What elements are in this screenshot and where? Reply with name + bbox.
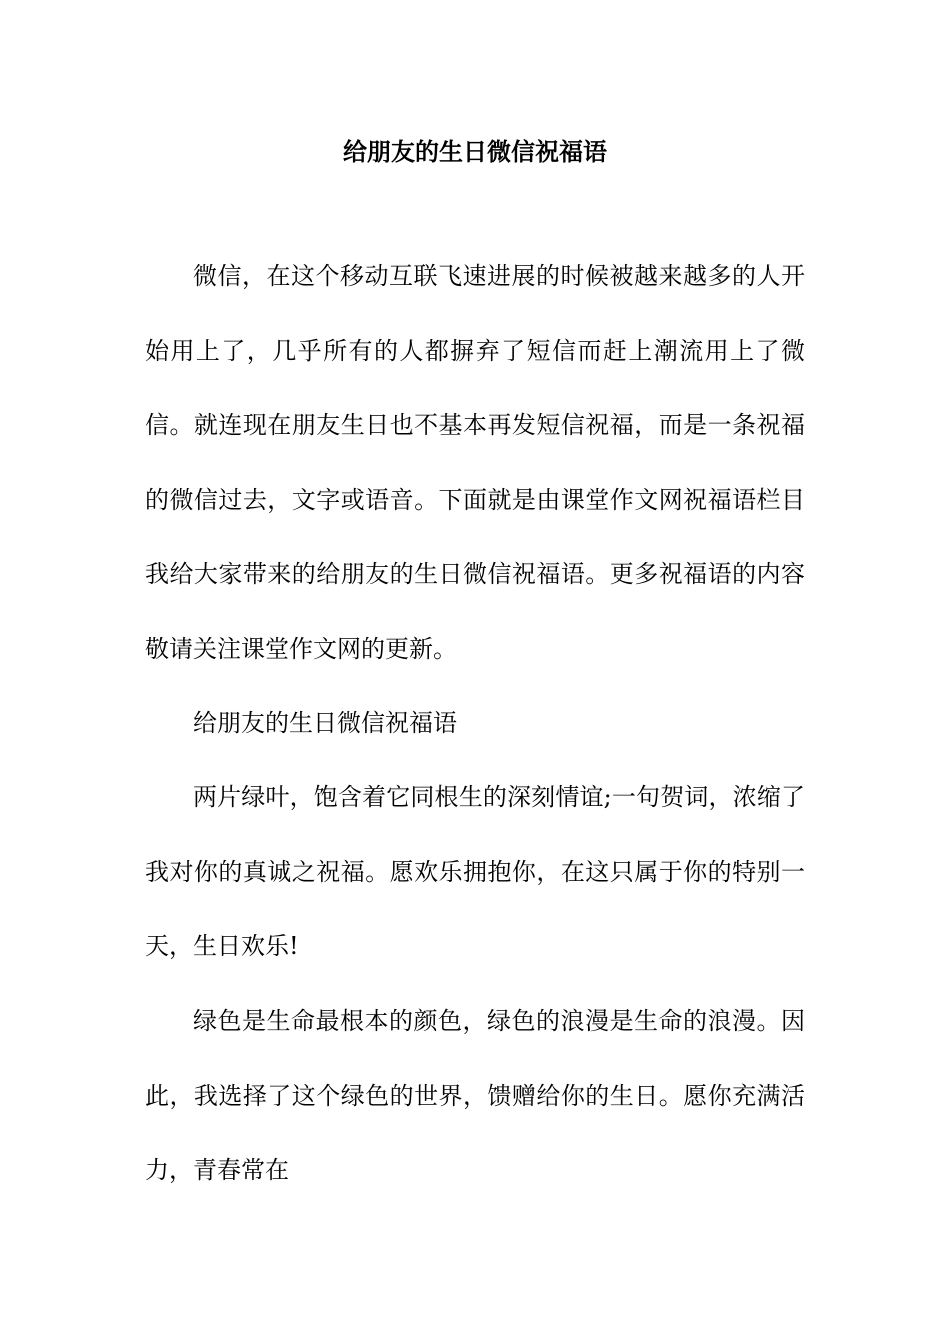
document-title: 给朋友的生日微信祝福语: [343, 137, 607, 166]
section-heading: 给朋友的生日微信祝福语: [193, 709, 457, 737]
blessing-paragraph-1: 两片绿叶，饱含着它同根生的深刻情谊;一句贺词，浓缩了我对你的真诚之祝福。愿欢乐拥抱你，在这只属于你的特别一天，生日欢乐!: [145, 783, 805, 960]
intro-paragraph: 微信，在这个移动互联飞速进展的时候被越来越多的人开始用上了，几乎所有的人都摒弃了短信而赶上潮流用上了微信。就连现在朋友生日也不基本再发短信祝福，而是一条祝福的微信过去，文字或语音。下面就是由课堂作文网祝福语栏目我给大家带来的给朋友的生日微信祝福语。更多祝福语的内容敬请关注课堂作文网的更新。: [145, 262, 805, 663]
blessing-paragraph-2: 绿色是生命最根本的颜色，绿色的浪漫是生命的浪漫。因此，我选择了这个绿色的世界，馈赠给你的生日。愿你充满活力，青春常在: [145, 1007, 805, 1184]
